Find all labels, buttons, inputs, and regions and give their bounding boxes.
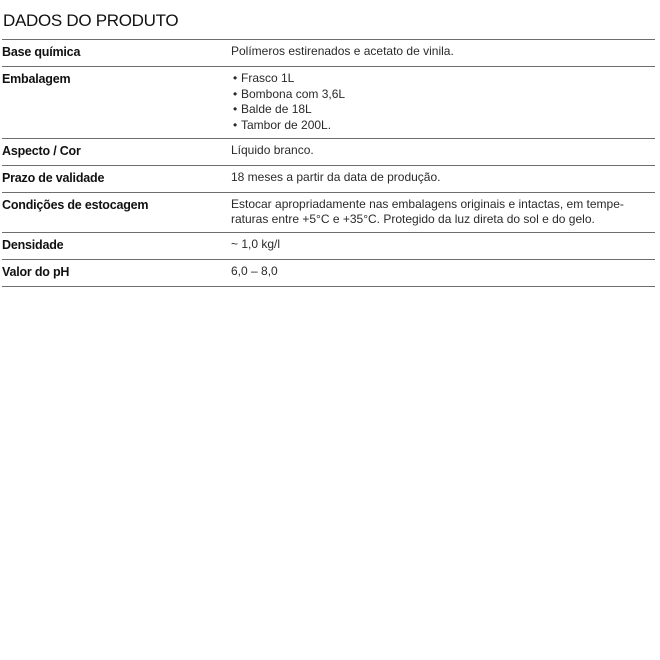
spec-label: Valor do pH xyxy=(2,265,70,279)
spec-value xyxy=(231,197,655,227)
spec-value: ~ 1,0 kg/l xyxy=(231,237,281,251)
spec-row-condicoes xyxy=(2,193,655,233)
spec-value-line: Estocar apropriadamente nas embalagens originais e intactas, em tempe- xyxy=(231,197,624,211)
spec-value: 18 meses a partir da data de produção. xyxy=(231,170,441,184)
product-spec-table xyxy=(2,39,655,287)
bullet-icon: • xyxy=(233,71,238,85)
spec-row-aspecto xyxy=(2,139,655,166)
spec-label: Aspecto / Cor xyxy=(2,144,81,158)
spec-value xyxy=(231,71,655,133)
spec-value-line: raturas entre +5°C e +35°C. Protegido da luz direta do sol e do gelo. xyxy=(231,212,595,226)
list-item: • Tambor de 200L. xyxy=(233,117,332,132)
list-item: • Bombona com 3,6L xyxy=(233,86,346,101)
bullet-icon: • xyxy=(233,117,238,132)
spec-row-ph xyxy=(2,260,655,287)
spec-value: 6,0 – 8,0 xyxy=(231,264,278,278)
spec-label: Densidade xyxy=(2,238,64,252)
spec-row-embalagem xyxy=(2,67,655,139)
spec-row-base-quimica xyxy=(2,40,655,67)
product-data-sheet xyxy=(2,8,655,287)
spec-value: Líquido branco. xyxy=(231,143,314,157)
section-title: DADOS DO PRODUTO xyxy=(3,11,179,30)
spec-label: Prazo de validade xyxy=(2,171,105,185)
spec-value: Polímeros estirenados e acetato de vinila. xyxy=(231,44,454,58)
spec-label: Base química xyxy=(2,45,81,59)
spec-label: Condições de estocagem xyxy=(2,198,149,212)
list-item: • Balde de 18L xyxy=(233,102,312,116)
bullet-icon: • xyxy=(233,102,238,116)
list-item: • Frasco 1L xyxy=(233,71,295,85)
spec-label: Embalagem xyxy=(2,72,71,86)
spec-row-densidade xyxy=(2,233,655,260)
bullet-icon: • xyxy=(233,86,238,101)
packaging-list xyxy=(231,71,647,133)
spec-row-prazo xyxy=(2,166,655,193)
